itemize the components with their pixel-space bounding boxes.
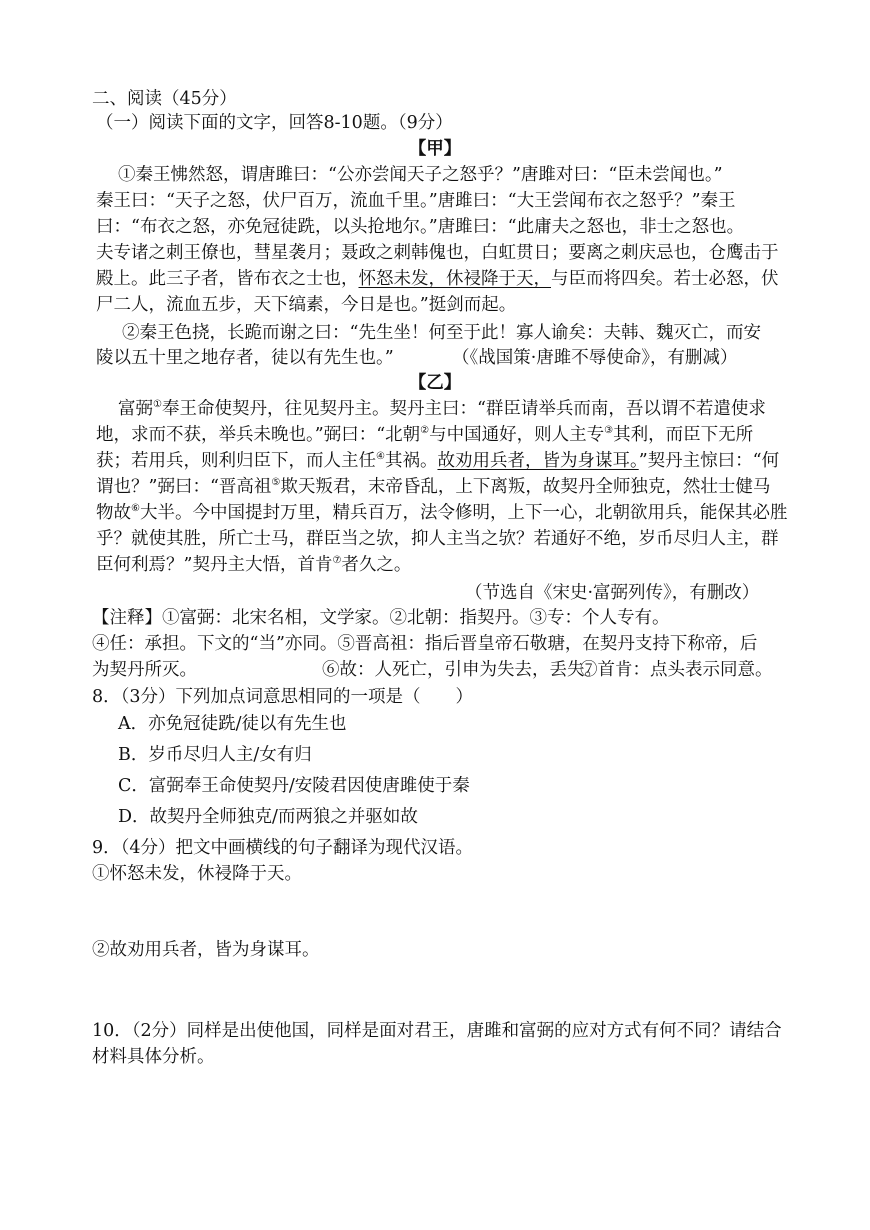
passage-a-line: ②秦王色挠，长跪而谢之曰：“先生坐！何至于此！寡人谕矣：夫韩、魏灭亡，而安 (122, 323, 761, 343)
passage-a-line: 陵以五十里之地存者，徒以有先生也。” (96, 348, 394, 368)
question-8-option-d: D．故契丹全师独克/而两狼之并驱如故 (118, 807, 418, 827)
note-marker: ③ (604, 425, 614, 437)
question-8-stem: 8．（3分）下列加点词意思相同的一项是（ ） (92, 687, 474, 707)
text-segment: 其利，而臣下无所 (613, 425, 754, 445)
question-9-item: ①怀怒未发，休祲降于天。 (92, 864, 302, 884)
note-marker: ⑤ (271, 477, 281, 489)
passage-b-label: 【乙】 (408, 373, 462, 393)
notes-line: 【注释】①富弼：北宋名相，文学家。②北朝：指契丹。③专：个人专有。 (92, 608, 670, 628)
passage-b-line (96, 501, 787, 525)
text-segment: 谓也？”弼曰：“晋高祖 (96, 477, 272, 497)
underlined-sentence: 怀怒未发，休祲降于天， (358, 269, 551, 289)
underlined-sentence: 故劝用兵者，皆为身谋耳。 (437, 451, 639, 471)
passage-a-line: ①秦王怫然怒，谓唐雎曰：“公亦尝闻天子之怒乎？”唐雎对曰：“臣未尝闻也。” (118, 165, 723, 185)
text-segment: 臣何利焉？”契丹主大悟，首肯 (96, 555, 333, 575)
passage-b-line (96, 475, 770, 499)
text-segment: 殿上。此三子者，皆布衣之士也， (96, 269, 359, 289)
note-marker: ④ (376, 451, 385, 463)
passage-b-line (96, 553, 411, 577)
text-segment: 与臣而将四矣。若士必怒，伏 (551, 269, 779, 289)
passage-a-label: 【甲】 (408, 139, 462, 159)
text-segment: 奉王命使契丹，往见契丹主。契丹主曰：“群臣请举兵而南，吾以谓不若遣使求 (161, 399, 766, 419)
passage-a-line: 尸二人，流血五步，天下缟素，今日是也。”挺剑而起。 (96, 295, 517, 315)
question-8-option-c: C．富弼奉王命使契丹/安陵君因使唐雎使于秦 (118, 776, 470, 796)
question-8-option-b: B．岁币尽归人主/女有归 (118, 745, 312, 765)
passage-b-line (96, 449, 779, 473)
notes-line: ④任：承担。下文的“当”亦同。⑤晋高祖：指后晋皇帝石敬瑭，在契丹支持下称帝，后 (92, 634, 758, 654)
text-segment: 其祸。 (384, 451, 438, 471)
note-marker: ② (420, 425, 430, 437)
text-segment: 者久之。 (341, 555, 412, 575)
passage-b-source: （节选自《宋史·富弼列传》，有删改） (465, 583, 760, 603)
text-segment: 欺天叛君，末帝昏乱，上下离叛，故契丹全师独克，然壮士健马 (280, 477, 771, 497)
note-marker: ⑥ (131, 503, 140, 515)
question-9-item: ②故劝用兵者，皆为身谋耳。 (92, 940, 320, 960)
text-segment: 大半。今中国提封万里，精兵百万，法令修明，上下一心，北朝欲用兵，能保其必胜 (139, 503, 788, 523)
note-marker: ⑦ (332, 555, 342, 567)
passage-b-line: 乎？就使其胜，所亡士马，群臣当之欤，抑人主当之欤？若通好不绝，岁币尽归人主，群 (96, 529, 779, 549)
passage-a-line: 秦王曰：“天子之怒，伏尸百万，流血千里。”唐雎曰：“大王尝闻布衣之怒乎？”秦王 (96, 191, 736, 211)
text-segment: 物故 (96, 503, 131, 523)
question-8-option-a: A．亦免冠徒跣/徒以有先生也 (118, 714, 347, 734)
text-segment: 地，求而不获，举兵未晚也。”弼曰：“北朝 (96, 425, 421, 445)
section-heading: 二、阅读（45分） (92, 89, 237, 109)
passage-a-source: （《战国策·唐雎不辱使命》，有删减） (452, 348, 738, 368)
notes-line: ⑦首肯：点头表示同意。 (580, 660, 773, 680)
passage-b-line (118, 397, 766, 421)
passage-a-line: 夫专诸之刺王僚也，彗星袭月；聂政之刺韩傀也，白虹贯日；要离之刺庆忌也，仓鹰击于 (96, 243, 779, 263)
question-10-line: 材料具体分析。 (92, 1047, 215, 1067)
notes-line: 为契丹所灭。 (92, 660, 197, 680)
section-intro: （一）阅读下面的文字，回答8-10题。（9分） (96, 113, 453, 133)
question-10-line: 10．（2分）同样是出使他国，同样是面对君王，唐雎和富弼的应对方式有何不同？请结合 (92, 1021, 782, 1041)
notes-line: ⑥故：人死亡，引申为失去，丢失。 (322, 660, 602, 680)
text-segment: 富弼 (118, 399, 153, 419)
question-9-stem: 9．（4分）把文中画横线的句子翻译为现代汉语。 (92, 838, 474, 858)
text-segment: ”契丹主惊曰：“何 (638, 451, 780, 471)
passage-a-line: 曰：“布衣之怒，亦免冠徒跣，以头抢地尔。”唐雎曰：“此庸夫之怒也，非士之怒也。 (96, 217, 745, 237)
text-segment: 与中国通好，则人主专 (429, 425, 605, 445)
text-segment: 获；若用兵，则利归臣下，而人主任 (96, 451, 376, 471)
note-marker: ① (153, 399, 162, 411)
passage-a-line (96, 267, 779, 291)
passage-b-line (96, 423, 753, 447)
